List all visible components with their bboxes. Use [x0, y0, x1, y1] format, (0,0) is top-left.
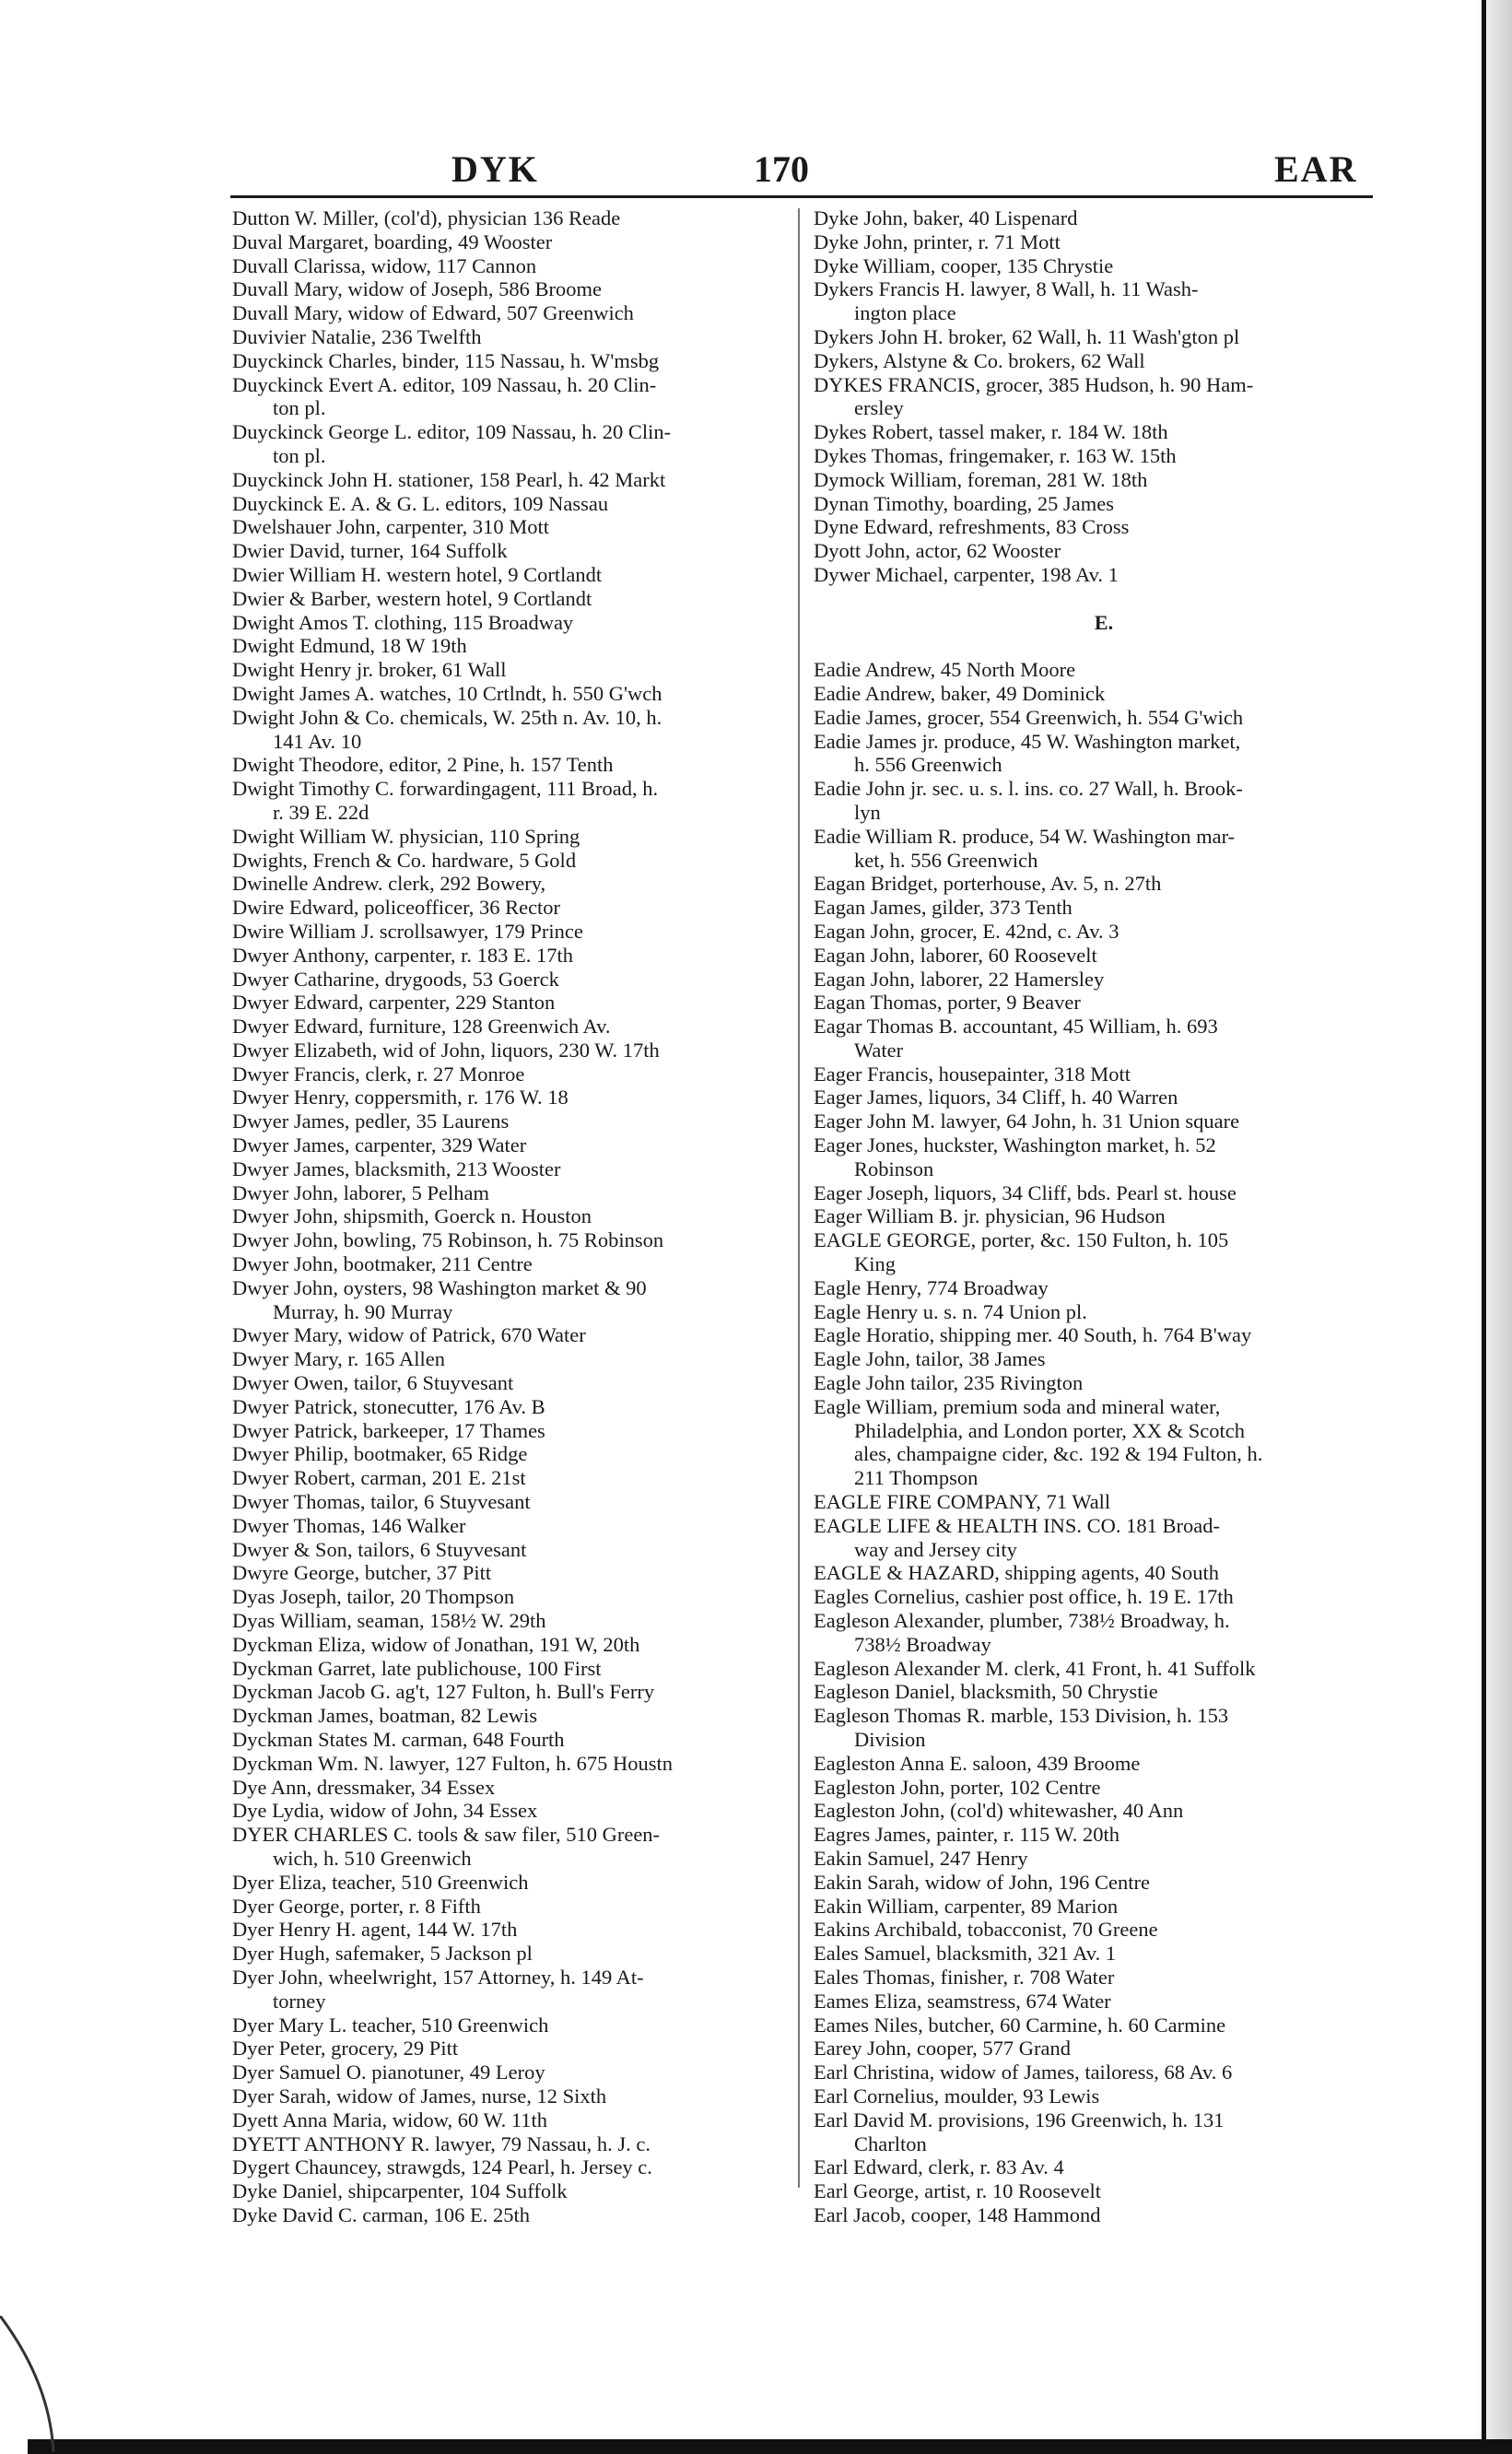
directory-entry: Dwight Theodore, editor, 2 Pine, h. 157 Tenth — [232, 753, 614, 777]
binding-line — [1482, 0, 1486, 2454]
directory-entry: Dwight William W. physician, 110 Spring — [232, 824, 580, 848]
directory-entry: Dwyer Robert, carman, 201 E. 21st — [232, 1466, 526, 1490]
directory-entry: Dwier David, turner, 164 Suffolk — [232, 539, 508, 563]
directory-entry: Duyckinck E. A. & G. L. editors, 109 Nassau — [232, 491, 609, 515]
directory-entry: Dwyre George, butcher, 37 Pitt — [232, 1561, 492, 1585]
header-right-guideword: EAR — [1274, 148, 1358, 190]
right-column-d-entries — [814, 206, 1376, 587]
directory-entry-continuation: Water — [854, 1038, 904, 1062]
directory-entry: Dyas William, seaman, 158½ W. 29th — [232, 1609, 546, 1633]
directory-entry: Dwight Henry jr. broker, 61 Wall — [232, 658, 507, 682]
directory-entry-continuation: h. 556 Greenwich — [854, 753, 1002, 777]
directory-entry: Eagleson Alexander, plumber, 738½ Broadway, h. — [814, 1609, 1230, 1633]
header-left-guideword: DYK — [451, 148, 539, 190]
directory-entry: EAGLE & HAZARD, shipping agents, 40 South — [814, 1561, 1219, 1585]
right-column — [814, 206, 1376, 2227]
directory-entry: Eadie John jr. sec. u. s. l. ins. co. 27 Wall, h. Brook- — [814, 777, 1243, 801]
directory-entry: Dwyer Anthony, carpenter, r. 183 E. 17th — [232, 943, 574, 967]
directory-entry-continuation: Division — [854, 1728, 926, 1751]
directory-entry: Dywer Michael, carpenter, 198 Av. 1 — [814, 562, 1119, 586]
directory-entry: Eagan John, laborer, 60 Roosevelt — [814, 943, 1097, 967]
bottom-page-edge — [28, 2439, 1512, 2454]
directory-entry: Dwyer Francis, clerk, r. 27 Monroe — [232, 1062, 525, 1086]
directory-entry: Dwyer James, pedler, 35 Laurens — [232, 1110, 510, 1133]
directory-entry: Dwyer & Son, tailors, 6 Stuyvesant — [232, 1537, 527, 1561]
directory-entry: Eakin Sarah, widow of John, 196 Centre — [814, 1870, 1150, 1894]
directory-entry: Duvall Mary, widow of Edward, 507 Greenwich — [232, 301, 634, 325]
directory-entry-continuation: Philadelphia, and London porter, XX & Scotch — [854, 1418, 1246, 1442]
directory-entry: Dyckman James, boatman, 82 Lewis — [232, 1704, 538, 1728]
directory-entry-continuation: ales, champaigne cider, &c. 192 & 194 Fulton, h. — [854, 1442, 1263, 1466]
page-number: 170 — [754, 148, 809, 190]
directory-entry: EAGLE FIRE COMPANY, 71 Wall — [814, 1490, 1111, 1514]
directory-entry: Duvivier Natalie, 236 Twelfth — [232, 324, 482, 348]
directory-entry: Dwyer John, bowling, 75 Robinson, h. 75 Robinson — [232, 1228, 664, 1252]
directory-entry: Eadie James, grocer, 554 Greenwich, h. 554 G'wich — [814, 705, 1244, 729]
column-divider — [798, 208, 800, 2188]
directory-entry: Eager Jones, huckster, Washington market, h. 52 — [814, 1133, 1216, 1157]
directory-entry: Dwight Timothy C. forwardingagent, 111 Broad, h. — [232, 777, 659, 801]
directory-entry: Eagan James, gilder, 373 Tenth — [814, 896, 1072, 920]
directory-entry-continuation: ton pl. — [273, 396, 326, 420]
directory-entry: Dyckman Jacob G. ag't, 127 Fulton, h. Bull's Ferry — [232, 1680, 655, 1704]
directory-entry: Eager John M. lawyer, 64 John, h. 31 Union square — [814, 1110, 1240, 1133]
directory-entry: Eager William B. jr. physician, 96 Hudson — [814, 1204, 1166, 1228]
directory-entry: Dyer Hugh, safemaker, 5 Jackson pl — [232, 1942, 533, 1966]
directory-entry: Eagle John tailor, 235 Rivington — [814, 1371, 1084, 1395]
directory-entry: Dyer John, wheelwright, 157 Attorney, h. 149 At- — [232, 1965, 644, 1989]
directory-entry: Dyke John, printer, r. 71 Mott — [814, 229, 1061, 253]
directory-entry-continuation: ton pl. — [273, 443, 326, 467]
directory-entry: Duvall Clarissa, widow, 117 Cannon — [232, 253, 537, 277]
directory-entry: Dyas Joseph, tailor, 20 Thompson — [232, 1585, 515, 1609]
directory-entry: Dykes Thomas, fringemaker, r. 163 W. 15th — [814, 443, 1177, 467]
directory-entry: Dyckman Eliza, widow of Jonathan, 191 W, 20th — [232, 1632, 640, 1656]
directory-entry: Dwight Amos T. clothing, 115 Broadway — [232, 610, 574, 634]
directory-entry: Eagan John, grocer, E. 42nd, c. Av. 3 — [814, 919, 1119, 943]
directory-entry: Dwire Edward, policeofficer, 36 Rector — [232, 896, 561, 920]
directory-entry-continuation: lyn — [854, 800, 881, 824]
directory-entry: Dyne Edward, refreshments, 83 Cross — [814, 515, 1130, 539]
directory-entry: Duyckinck John H. stationer, 158 Pearl, h. 42 Markt — [232, 467, 666, 491]
page-curl-mark — [0, 2316, 64, 2454]
directory-entry: Dyke John, baker, 40 Lispenard — [814, 206, 1078, 229]
directory-entry: Dwyer John, bootmaker, 211 Centre — [232, 1252, 533, 1276]
directory-entry: Dyer Henry H. agent, 144 W. 17th — [232, 1918, 518, 1942]
directory-entry: Eagle Horatio, shipping mer. 40 South, h. 764 B'way — [814, 1323, 1252, 1347]
directory-entry: Eadie Andrew, 45 North Moore — [814, 658, 1076, 682]
directory-entry: Eagleston Anna E. saloon, 439 Broome — [814, 1751, 1141, 1775]
directory-entry: Dyckman Garret, late publichouse, 100 First — [232, 1656, 602, 1680]
directory-entry: Dwight Edmund, 18 W 19th — [232, 634, 467, 658]
directory-entry: Duvall Mary, widow of Joseph, 586 Broome — [232, 277, 602, 301]
directory-entry: Dwyer Mary, r. 165 Allen — [232, 1347, 445, 1371]
directory-entry-continuation: wich, h. 510 Greenwich — [273, 1846, 472, 1870]
directory-entry-continuation: ington place — [854, 301, 956, 325]
directory-entry: Dyer Eliza, teacher, 510 Greenwich — [232, 1870, 529, 1894]
directory-entry: Earl Edward, clerk, r. 83 Av. 4 — [814, 2155, 1064, 2179]
directory-entry: Dyke Daniel, shipcarpenter, 104 Suffolk — [232, 2179, 568, 2203]
directory-entry: Dwyer Henry, coppersmith, r. 176 W. 18 — [232, 1086, 568, 1110]
directory-entry: Dwyer Mary, widow of Patrick, 670 Water — [232, 1323, 586, 1347]
directory-entry-continuation: way and Jersey city — [854, 1537, 1017, 1561]
directory-entry: Eagle Henry, 774 Broadway — [814, 1275, 1049, 1299]
directory-entry: Dyott John, actor, 62 Wooster — [814, 539, 1061, 563]
directory-entry: Dwyer Patrick, barkeeper, 17 Thames — [232, 1418, 545, 1442]
directory-entry-continuation: Robinson — [854, 1157, 934, 1180]
directory-entry: Eagle William, premium soda and mineral water, — [814, 1394, 1221, 1418]
left-column — [232, 206, 799, 2227]
directory-entry: Eakins Archibald, tobacconist, 70 Greene — [814, 1918, 1158, 1942]
directory-entry: Eames Niles, butcher, 60 Carmine, h. 60 Carmine — [814, 2013, 1226, 2037]
directory-entry: Dwire William J. scrollsawyer, 179 Prince — [232, 919, 583, 943]
directory-entry-continuation: torney — [273, 1989, 326, 2013]
right-column-e-entries — [814, 658, 1376, 2227]
directory-entry: DYER CHARLES C. tools & saw filer, 510 Green- — [232, 1823, 661, 1847]
directory-entry: Dwyer Patrick, stonecutter, 176 Av. B — [232, 1394, 545, 1418]
directory-entry: Eagar Thomas B. accountant, 45 William, h. 693 — [814, 1015, 1218, 1039]
directory-entry-continuation: 141 Av. 10 — [273, 729, 362, 753]
directory-entry: Dwyer Thomas, 146 Walker — [232, 1513, 466, 1537]
directory-entry: Dyer Mary L. teacher, 510 Greenwich — [232, 2013, 549, 2037]
directory-entry: Dykes Robert, tassel maker, r. 184 W. 18th — [814, 420, 1168, 444]
directory-entry: Eagan Bridget, porterhouse, Av. 5, n. 27th — [814, 872, 1162, 896]
directory-entry-continuation: ket, h. 556 Greenwich — [854, 848, 1038, 872]
directory-entry: Dwyer John, shipsmith, Goerck n. Houston — [232, 1204, 592, 1228]
directory-entry: Dwier & Barber, western hotel, 9 Cortlandt — [232, 586, 592, 610]
directory-entry: Duyckinck Charles, binder, 115 Nassau, h. W'msbg — [232, 348, 660, 372]
directory-entry: Eagles Cornelius, cashier post office, h. 19 E. 17th — [814, 1585, 1234, 1609]
directory-entry: Duyckinck Evert A. editor, 109 Nassau, h. 20 Clin- — [232, 372, 657, 396]
directory-entry: Eagleston John, porter, 102 Centre — [814, 1775, 1101, 1799]
directory-entry: Dwyer James, carpenter, 329 Water — [232, 1133, 527, 1157]
directory-entry: Dwyer Edward, furniture, 128 Greenwich Av. — [232, 1015, 611, 1039]
directory-entry: Dykers, Alstyne & Co. brokers, 62 Wall — [814, 348, 1145, 372]
section-spacer — [814, 587, 1376, 611]
page-binding-edge — [1475, 0, 1512, 2454]
directory-entry: Dye Lydia, widow of John, 34 Essex — [232, 1799, 538, 1823]
directory-entry: Eager Joseph, liquors, 34 Cliff, bds. Pearl st. house — [814, 1180, 1237, 1204]
directory-entry: Dykers Francis H. lawyer, 8 Wall, h. 11 Wash- — [814, 277, 1199, 301]
directory-entry: Dwight James A. watches, 10 Crtlndt, h. 550 G'wch — [232, 681, 662, 705]
directory-entry-continuation: ersley — [854, 396, 904, 420]
section-letter-heading: E. — [1094, 610, 1114, 634]
directory-entry: Dwyer John, laborer, 5 Pelham — [232, 1180, 490, 1204]
directory-entry: Eagle John, tailor, 38 James — [814, 1347, 1046, 1371]
directory-entry: Dymock William, foreman, 281 W. 18th — [814, 467, 1148, 491]
directory-entry: Dwyer Owen, tailor, 6 Stuyvesant — [232, 1371, 514, 1395]
directory-entry: Dwyer John, oysters, 98 Washington market & 90 — [232, 1275, 647, 1299]
directory-entry-continuation: Charlton — [854, 2131, 927, 2155]
directory-entry: Eadie William R. produce, 54 W. Washington mar- — [814, 824, 1236, 848]
directory-entry-continuation: r. 39 E. 22d — [273, 800, 369, 824]
directory-entry: Dyckman Wm. N. lawyer, 127 Fulton, h. 675 Houstn — [232, 1751, 674, 1775]
directory-entry: Earl George, artist, r. 10 Roosevelt — [814, 2179, 1102, 2203]
directory-entry: Dwyer Elizabeth, wid of John, liquors, 230 W. 17th — [232, 1038, 660, 1062]
section-spacer — [814, 634, 1376, 658]
directory-entry: Eagleson Thomas R. marble, 153 Division, h. 153 — [814, 1704, 1229, 1728]
directory-entry: Eager James, liquors, 34 Cliff, h. 40 Warren — [814, 1086, 1178, 1110]
directory-entry: EAGLE GEORGE, porter, &c. 150 Fulton, h. 105 — [814, 1228, 1229, 1252]
directory-entry: Dwights, French & Co. hardware, 5 Gold — [232, 848, 577, 872]
directory-entry: EAGLE LIFE & HEALTH INS. CO. 181 Broad- — [814, 1513, 1221, 1537]
directory-entry: Eadie James jr. produce, 45 W. Washington market, — [814, 729, 1241, 753]
directory-entry: Dynan Timothy, boarding, 25 James — [814, 491, 1115, 515]
directory-entry: Dyer Samuel O. pianotuner, 49 Leroy — [232, 2061, 545, 2084]
directory-entry: Dutton W. Miller, (col'd), physician 136 Reade — [232, 206, 621, 229]
directory-entry: Eagle Henry u. s. n. 74 Union pl. — [814, 1299, 1087, 1323]
directory-entry: Duval Margaret, boarding, 49 Wooster — [232, 229, 553, 253]
directory-entry: Dyer George, porter, r. 8 Fifth — [232, 1894, 481, 1918]
directory-entry: Eagan John, laborer, 22 Hamersley — [814, 967, 1105, 991]
directory-entry: Eames Eliza, seamstress, 674 Water — [814, 1989, 1111, 2013]
directory-entry: DYETT ANTHONY R. lawyer, 79 Nassau, h. J. c. — [232, 2131, 651, 2155]
directory-entry: Dyer Peter, grocery, 29 Pitt — [232, 2037, 459, 2061]
directory-entry: Dykers John H. broker, 62 Wall, h. 11 Wash'gton pl — [814, 324, 1240, 348]
directory-entry: Eales Samuel, blacksmith, 321 Av. 1 — [814, 1942, 1117, 1966]
directory-entry: Dwight John & Co. chemicals, W. 25th n. Av. 10, h. — [232, 705, 662, 729]
directory-entry: Earey John, cooper, 577 Grand — [814, 2037, 1072, 2061]
directory-entry: Dwinelle Andrew. clerk, 292 Bowery, — [232, 872, 546, 896]
directory-entry: Dwyer Catharine, drygoods, 53 Goerck — [232, 967, 559, 991]
directory-entry: Dwyer Philip, bootmaker, 65 Ridge — [232, 1442, 528, 1466]
directory-entry: Eager Francis, housepainter, 318 Mott — [814, 1062, 1131, 1086]
directory-entry: Dwyer James, blacksmith, 213 Wooster — [232, 1157, 561, 1180]
directory-entry: Duyckinck George L. editor, 109 Nassau, h. 20 Clin- — [232, 420, 672, 444]
directory-entry: Eales Thomas, finisher, r. 708 Water — [814, 1965, 1115, 1989]
directory-entry: Eagres James, painter, r. 115 W. 20th — [814, 1823, 1119, 1847]
header-rule — [230, 195, 1373, 198]
directory-entry-continuation: King — [854, 1252, 896, 1276]
directory-entry: Dyett Anna Maria, widow, 60 W. 11th — [232, 2108, 548, 2131]
directory-entry: Dyke David C. carman, 106 E. 25th — [232, 2202, 531, 2226]
directory-entry-continuation: 211 Thompson — [854, 1466, 979, 1490]
directory-entry: Earl Cornelius, moulder, 93 Lewis — [814, 2084, 1100, 2108]
directory-entry: DYKES FRANCIS, grocer, 385 Hudson, h. 90 Ham- — [814, 372, 1254, 396]
directory-entry: Earl Jacob, cooper, 148 Hammond — [814, 2202, 1101, 2226]
directory-entry: Earl David M. provisions, 196 Greenwich, h. 131 — [814, 2108, 1225, 2131]
directory-entry: Eakin Samuel, 247 Henry — [814, 1846, 1028, 1870]
directory-entry-continuation: Murray, h. 90 Murray — [273, 1299, 453, 1323]
directory-entry: Dyckman States M. carman, 648 Fourth — [232, 1728, 565, 1751]
directory-entry-continuation: 738½ Broadway — [854, 1632, 991, 1656]
directory-entry: Dwyer Thomas, tailor, 6 Stuyvesant — [232, 1490, 531, 1514]
directory-entry: Dwelshauer John, carpenter, 310 Mott — [232, 515, 550, 539]
directory-entry: Dyke William, cooper, 135 Chrystie — [814, 253, 1114, 277]
directory-entry: Eadie Andrew, baker, 49 Dominick — [814, 681, 1106, 705]
directory-entry: Dwier William H. western hotel, 9 Cortlandt — [232, 562, 603, 586]
directory-entry: Earl Christina, widow of James, tailoress, 68 Av. 6 — [814, 2061, 1233, 2084]
directory-entry: Dwyer Edward, carpenter, 229 Stanton — [232, 991, 556, 1015]
directory-entry: Eagan Thomas, porter, 9 Beaver — [814, 991, 1081, 1015]
directory-entry: Eagleson Alexander M. clerk, 41 Front, h. 41 Suffolk — [814, 1656, 1256, 1680]
directory-entry: Dye Ann, dressmaker, 34 Essex — [232, 1775, 496, 1799]
directory-entry: Eagleson Daniel, blacksmith, 50 Chrystie — [814, 1680, 1158, 1704]
directory-entry: Eagleston John, (col'd) whitewasher, 40 Ann — [814, 1799, 1184, 1823]
directory-entry: Eakin William, carpenter, 89 Marion — [814, 1894, 1119, 1918]
directory-entry: Dyer Sarah, widow of James, nurse, 12 Sixth — [232, 2084, 607, 2108]
directory-entry: Dygert Chauncey, strawgds, 124 Pearl, h. Jersey c. — [232, 2155, 652, 2179]
